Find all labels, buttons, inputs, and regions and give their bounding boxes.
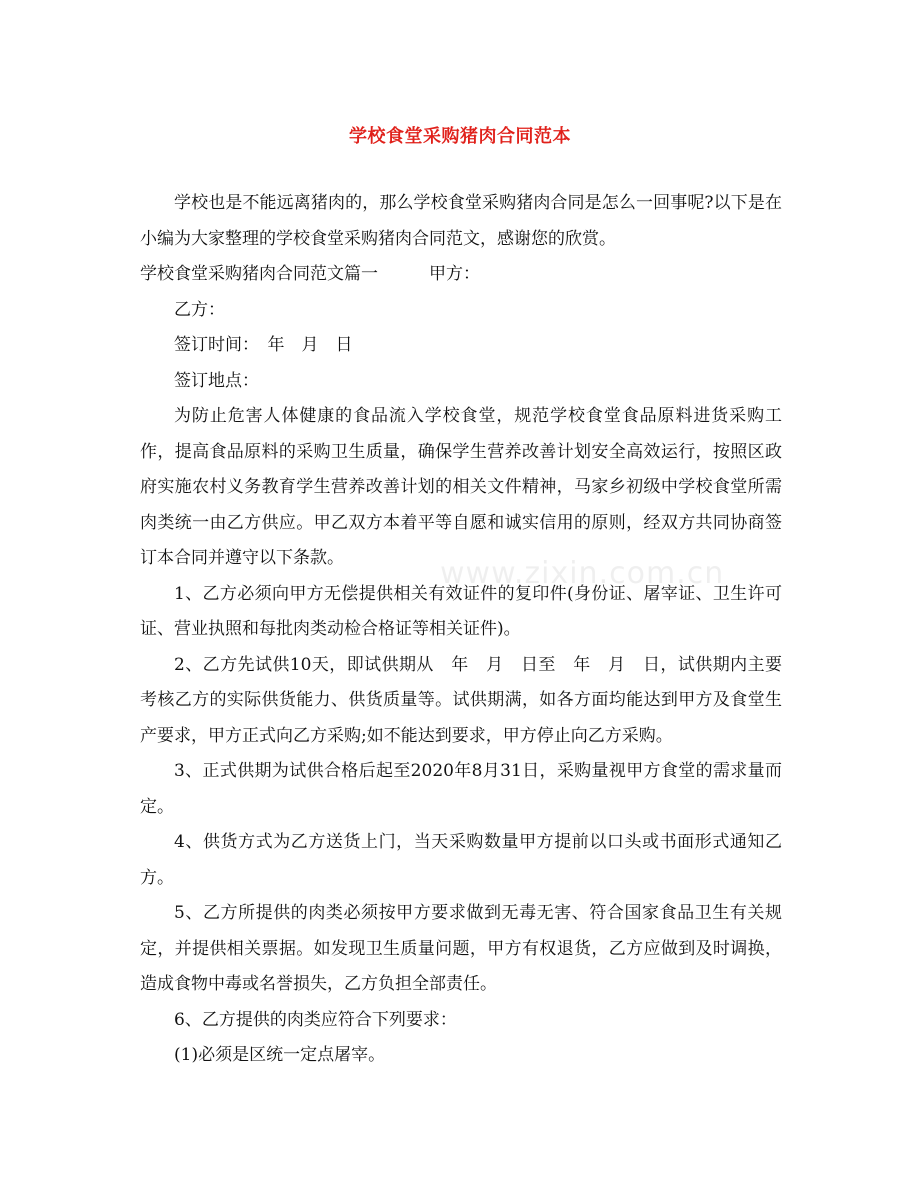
document-body <box>140 186 782 1074</box>
paragraph-sign-place: 签订地点： <box>174 370 259 391</box>
paragraph-clause-3: 3、正式供期为试供合格后起至2020年8月31日，采购量视甲方食堂的需求量而定。 <box>140 761 782 817</box>
document-title: 学校食堂采购猪肉合同范本 <box>349 126 571 147</box>
paragraph-clause-5: 5、乙方所提供的肉类必须按甲方要求做到无毒无害、符合国家食品卫生有关规定，并提供相关票据。如发现卫生质量问题，甲方有权退货，乙方应做到及时调换，造成食物中毒或名誉损失，乙方负担全部责任。 <box>140 903 782 994</box>
paragraph-clause-2: 2、乙方先试供10天，即试供期从 年 月 日至 年 月 日，试供期内主要考核乙方的实际供货能力、供货质量等。试供期满，如各方面均能达到甲方及食堂生产要求，甲方正式向乙方采购;如不能达到要求，甲方停止向乙方采购。 <box>140 654 782 746</box>
paragraph-contract-heading: 学校食堂采购猪肉合同范文篇一 甲方： <box>140 264 480 284</box>
paragraph-preamble: 为防止危害人体健康的食品流入学校食堂，规范学校食堂食品原料进货采购工作，提高食品原料的采购卫生质量，确保学生营养改善计划安全高效运行，按照区政府实施农村义务教育学生营养改善计划的相关文件精神，马家乡初级中学校食堂所需肉类统一由乙方供应。甲乙双方本着平等自愿和诚实信用的原则，经双方共同协商签订本合同并遵守以下条款。 <box>140 406 782 568</box>
paragraph-clause-4: 4、供货方式为乙方送货上门，当天采购数量甲方提前以口头或书面形式通知乙方。 <box>140 832 782 888</box>
paragraph-party-b: 乙方： <box>174 299 225 320</box>
paragraph-clause-1: 1、乙方必须向甲方无偿提供相关有效证件的复印件(身份证、屠宰证、卫生许可证、营业执照和每批肉类动检合格证等相关证件)。 <box>140 583 782 639</box>
paragraph-sign-date: 签订时间： 年 月 日 <box>174 335 353 355</box>
paragraph-intro: 学校也是不能远离猪肉的，那么学校食堂采购猪肉合同是怎么一回事呢?以下是在小编为大家整理的学校食堂采购猪肉合同范文，感谢您的欣赏。 <box>140 193 782 249</box>
paragraph-clause-6: 6、乙方提供的肉类应符合下列要求： <box>174 1009 457 1030</box>
watermark: www.zixin.com.cn <box>440 556 725 591</box>
paragraph-clause-6-1: (1)必须是区统一定点屠宰。 <box>174 1045 386 1065</box>
